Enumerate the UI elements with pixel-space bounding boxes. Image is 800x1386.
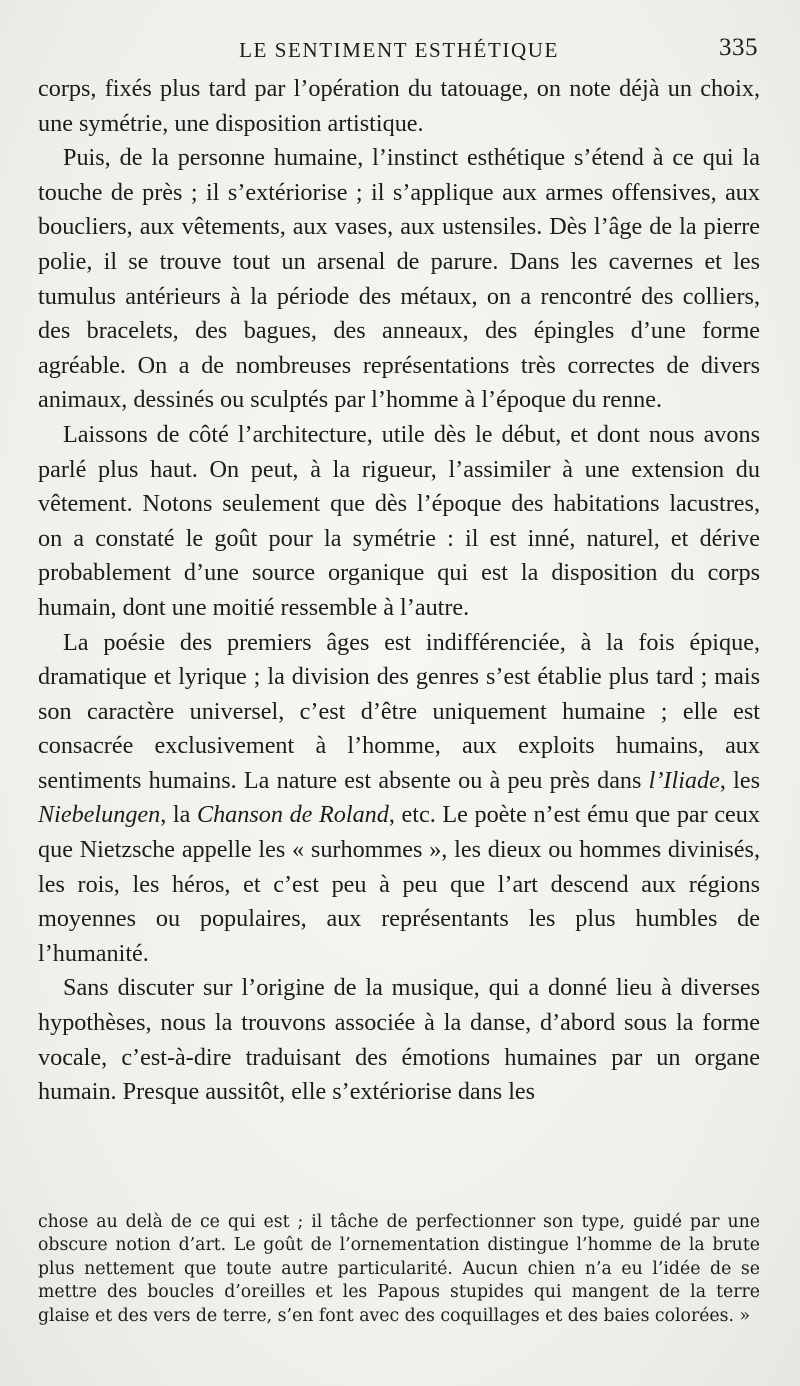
paragraph-1: corps, fixés plus tard par l’opération du tatouage, on note déjà un choix, une symétrie, une disposition artistique. <box>38 75 760 137</box>
title-niebelungen: Niebelungen <box>38 801 161 829</box>
title-iliade: l’Iliade <box>648 766 720 794</box>
paragraph-4-text-a: La poésie des premiers âges est indifférenciée, à la fois épique, dramatique et lyrique ; la division des genres s’est établie plus tard ; mais son caractère universel, c’est d’être uniquement humaine ; elle est consacrée exclusivement à l’homme, aux exploits humains, aux sentiments humains. La nature est absente ou à peu près dans <box>38 628 760 794</box>
paragraph-4-text-b: , etc. Le poète n’est ému que par ceux que Nietzsche appelle les « surhommes », les dieux ou hommes divinisés, les rois, les héros, et c’est peu à peu que l’art descend aux régions moyennes ou populaires, aux représentants les plus humbles de l’humanité. <box>38 801 760 967</box>
main-text <box>38 72 760 1110</box>
page-number: 335 <box>719 34 758 61</box>
paragraph-3: Laissons de côté l’architecture, utile dès le début, et dont nous avons parlé plus haut. On peut, à la rigueur, l’assimiler à une extension du vêtement. Notons seulement que dès l’époque des habitations lacustres, on a constaté le goût pour la symétrie : il est inné, naturel, et dérive probablement d’une source organique qui est la disposition du corps humain, dont une moitié ressemble à l’autre. <box>38 420 760 621</box>
title-chanson-de-roland: Chanson de Roland <box>196 801 389 829</box>
running-title: LE SENTIMENT ESTHÉTIQUE <box>239 38 559 62</box>
paragraph-5: Sans discuter sur l’origine de la musique, qui a donné lieu à diverses hypothèses, nous la trouvons associée à la danse, d’abord sous la forme vocale, c’est-à-dire traduisant des émotions humaines par un organe humain. Presque aussitôt, elle s’extériorise dans les <box>38 974 760 1106</box>
paragraph-4-sep-1: , les <box>719 766 760 794</box>
footnote-text: chose au delà de ce qui est ; il tâche de perfectionner son type, guidé par une obscure notion d’art. Le goût de l’ornementation distingue l’homme de la brute plus nettement que toute autre particularité. Aucun chien n’a eu l’idée de se mettre des boucles d’oreilles et les Papous stupides qui mangent de la terre glaise et des vers de terre, s’en font avec des coquillages et des baies colorées. » <box>38 1212 760 1326</box>
paragraph-4 <box>38 626 760 972</box>
paragraph-4-sep-2: , la <box>160 801 197 829</box>
running-head <box>38 34 760 66</box>
footnote <box>38 1211 760 1328</box>
paragraph-2: Puis, de la personne humaine, l’instinct esthétique s’étend à ce qui la touche de près ; il s’extériorise ; il s’applique aux armes offensives, aux boucliers, aux vêtements, aux vases, aux ustensiles. Dès l’âge de la pierre polie, il se trouve tout un arsenal de parure. Dans les cavernes et les tumulus antérieurs à la période des métaux, on a rencontré des colliers, des bracelets, des bagues, des anneaux, des épingles d’une forme agréable. On a de nombreuses représentations très correctes de divers animaux, dessinés ou sculptés par l’homme à l’époque du renne. <box>38 144 760 414</box>
